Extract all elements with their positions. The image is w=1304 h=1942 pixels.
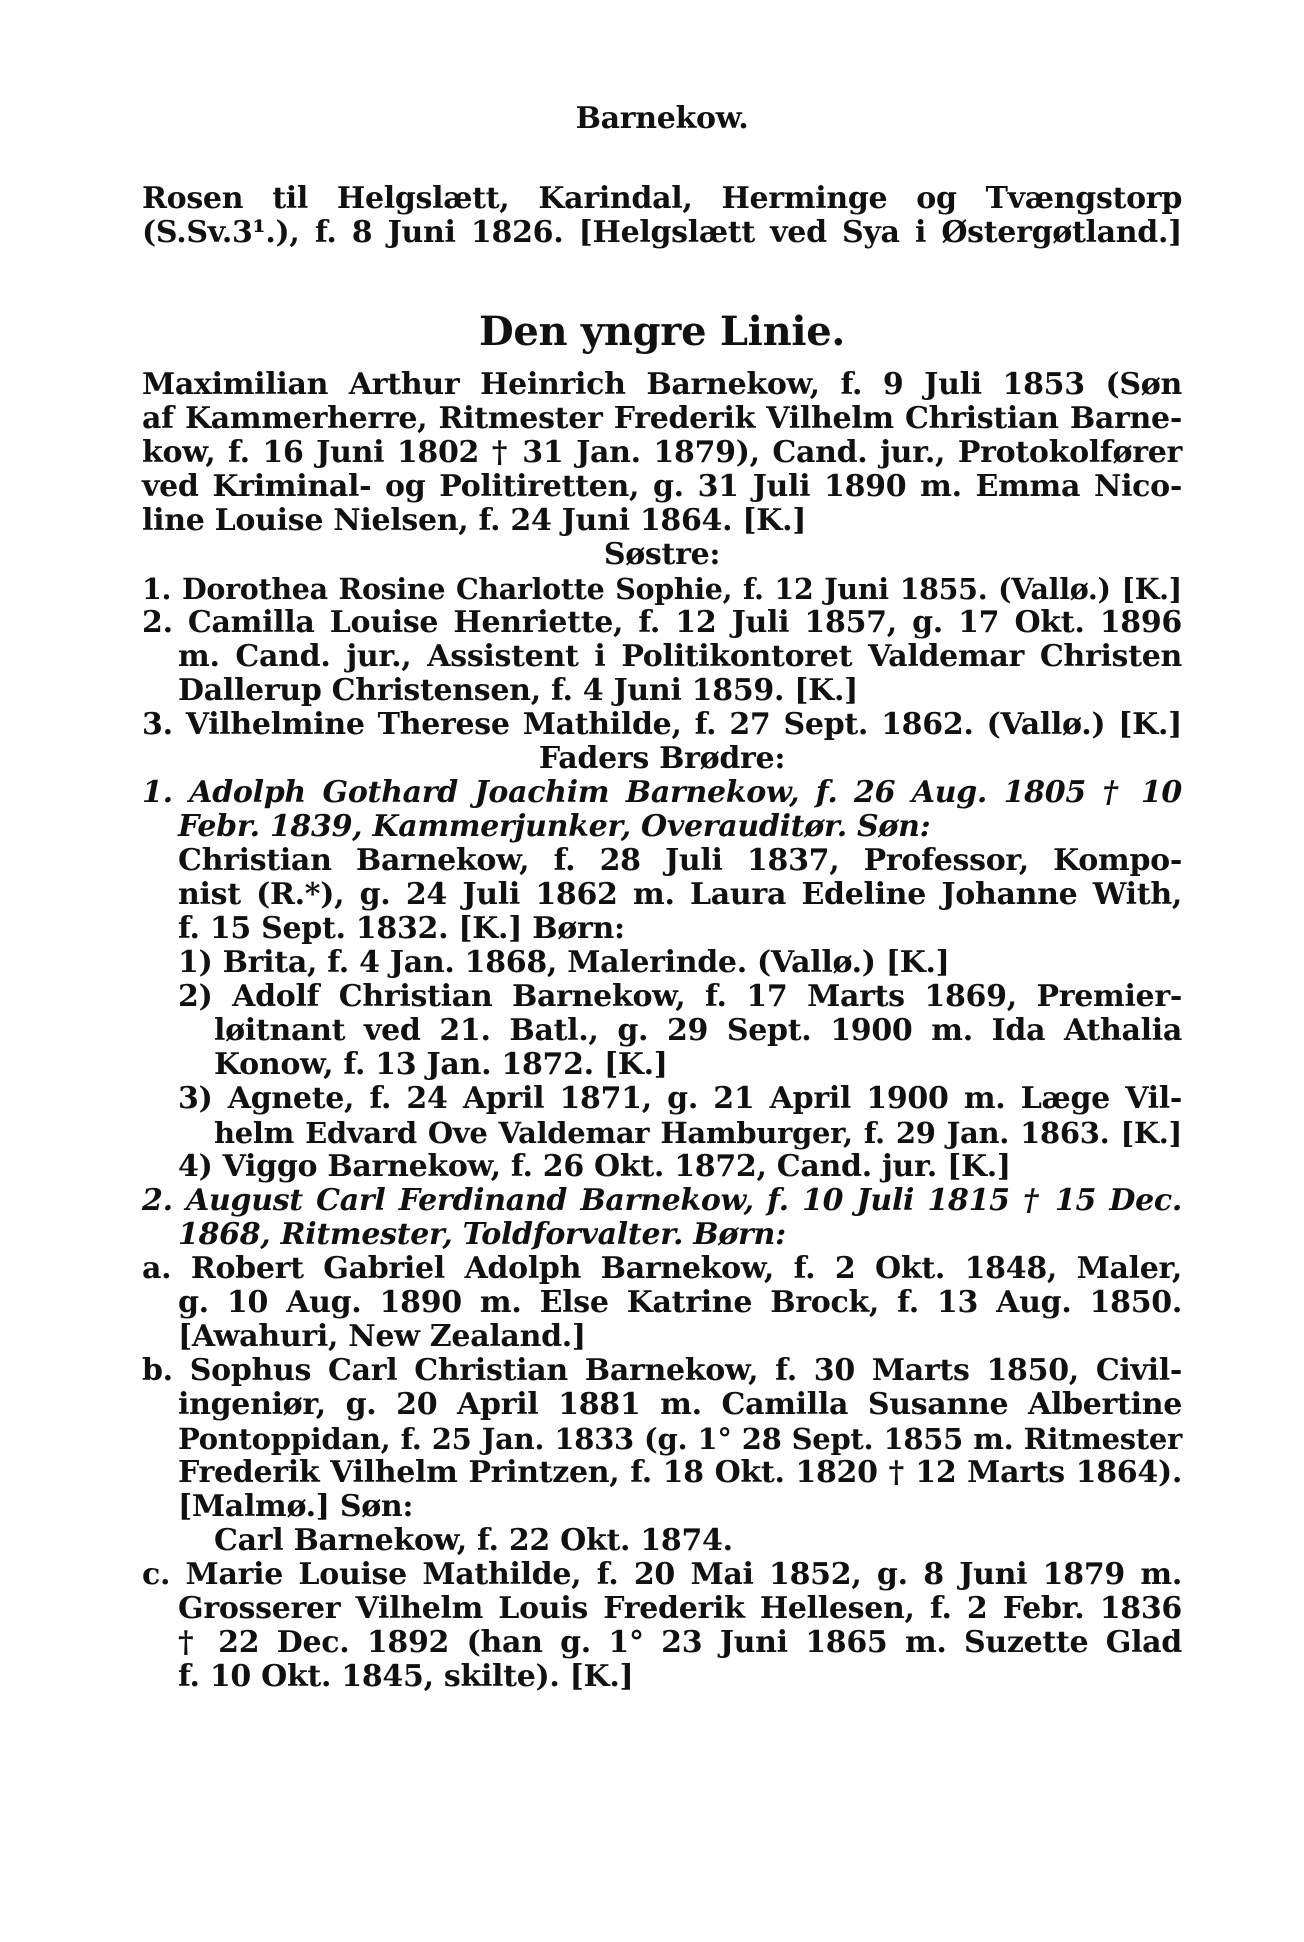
text-line: 2. August Carl Ferdinand Barnekow, f. 10 Juli 1815 † 15 Dec. — [142, 1183, 1182, 1218]
text-line: a. Robert Gabriel Adolph Barnekow, f. 2 Okt. 1848, Maler, — [142, 1251, 1182, 1286]
text-line: Konow, f. 13 Jan. 1872. [K.] — [214, 1047, 668, 1082]
text-line: Pontoppidan, f. 25 Jan. 1833 (g. 1° 28 Sept. 1855 m. Ritmester — [178, 1422, 1182, 1456]
text-line: g. 10 Aug. 1890 m. Else Katrine Brock, f. 13 Aug. 1850. — [178, 1285, 1182, 1320]
text-line: Grosserer Vilhelm Louis Frederik Hellesen, f. 2 Febr. 1836 — [178, 1591, 1182, 1626]
text-line: c. Marie Louise Mathilde, f. 20 Mai 1852, g. 8 Juni 1879 m. — [142, 1557, 1182, 1592]
text-line: Christian Barnekow, f. 28 Juli 1837, Professor, Kompo- — [178, 843, 1182, 878]
text-line: Maximilian Arthur Heinrich Barnekow, f. 9 Juli 1853 (Søn — [142, 367, 1182, 402]
text-line: Frederik Vilhelm Printzen, f. 18 Okt. 1820 † 12 Marts 1864). — [178, 1455, 1182, 1490]
text-line: † 22 Dec. 1892 (han g. 1° 23 Juni 1865 m. Suzette Glad — [178, 1625, 1182, 1660]
text-line: 4) Viggo Barnekow, f. 26 Okt. 1872, Cand. jur. [K.] — [178, 1149, 1011, 1184]
subheading-fathers-brothers: Faders Brødre: — [538, 741, 786, 776]
text-line: 3. Vilhelmine Therese Mathilde, f. 27 Sept. 1862. (Vallø.) [K.] — [142, 707, 1182, 742]
text-line: f. 10 Okt. 1845, skilte). [K.] — [178, 1659, 634, 1694]
text-line: ingeniør, g. 20 April 1881 m. Camilla Susanne Albertine — [178, 1387, 1182, 1422]
text-line: m. Cand. jur., Assistent i Politikontoret Valdemar Christen — [178, 639, 1182, 674]
text-line: [Malmø.] Søn: — [178, 1489, 414, 1524]
text-line: [Awahuri, New Zealand.] — [178, 1319, 586, 1354]
intro-line-2: (S.Sv.3¹.), f. 8 Juni 1826. [Helgslætt ved Sya i Østergøtland.] — [142, 215, 1182, 250]
text-line: b. Sophus Carl Christian Barnekow, f. 30 Marts 1850, Civil- — [142, 1353, 1182, 1388]
text-line: af Kammerherre, Ritmester Frederik Vilhelm Christian Barne- — [142, 401, 1182, 436]
text-line: nist (R.*), g. 24 Juli 1862 m. Laura Edeline Johanne With, — [178, 877, 1182, 912]
text-line: 3) Agnete, f. 24 April 1871, g. 21 April 1900 m. Læge Vil- — [178, 1081, 1182, 1116]
text-line: line Louise Nielsen, f. 24 Juni 1864. [K.] — [142, 503, 807, 538]
text-line: Carl Barnekow, f. 22 Okt. 1874. — [214, 1523, 733, 1558]
text-line: løitnant ved 21. Batl., g. 29 Sept. 1900 m. Ida Athalia — [214, 1013, 1182, 1048]
text-line: Dallerup Christensen, f. 4 Juni 1859. [K.] — [178, 673, 858, 708]
text-line: 1) Brita, f. 4 Jan. 1868, Malerinde. (Vallø.) [K.] — [178, 945, 950, 980]
text-line: 2) Adolf Christian Barnekow, f. 17 Marts 1869, Premier- — [178, 979, 1182, 1014]
text-line: helm Edvard Ove Valdemar Hamburger, f. 29 Jan. 1863. [K.] — [214, 1116, 1182, 1150]
subheading-sisters: Søstre: — [603, 537, 721, 572]
text-line: f. 15 Sept. 1832. [K.] Børn: — [178, 911, 625, 946]
page-header: Barnekow. — [575, 101, 749, 136]
text-line: 2. Camilla Louise Henriette, f. 12 Juli 1857, g. 17 Okt. 1896 — [142, 605, 1182, 640]
text-line: 1. Dorothea Rosine Charlotte Sophie, f. 12 Juni 1855. (Vallø.) [K.] — [142, 572, 1182, 606]
intro-line-1: Rosen til Helgslætt, Karindal, Herminge og Tvængstorp — [142, 181, 1182, 216]
text-line: ved Kriminal- og Politiretten, g. 31 Juli 1890 m. Emma Nico- — [142, 469, 1182, 504]
text-line: Febr. 1839, Kammerjunker, Overauditør. Søn: — [178, 809, 931, 844]
text-line: kow, f. 16 Juni 1802 † 31 Jan. 1879), Cand. jur., Protokolfører — [142, 435, 1182, 470]
text-line: 1. Adolph Gothard Joachim Barnekow, f. 26 Aug. 1805 † 10 — [142, 775, 1182, 810]
section-heading: Den yngre Linie. — [478, 308, 846, 355]
text-line: 1868, Ritmester, Toldforvalter. Børn: — [178, 1217, 786, 1252]
